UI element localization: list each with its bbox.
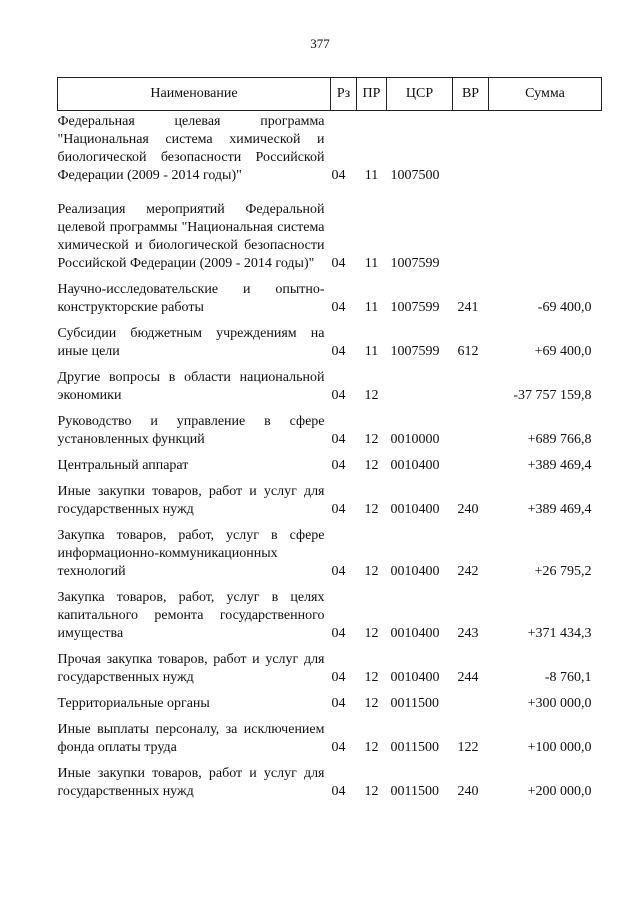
row-name: Субсидии бюджетным учреждениям на иные цели [57,326,325,359]
row-csr: 0010400 [390,502,440,517]
row-name: Реализация мероприятий Федеральной целевой программы "Национальная система химической и биологической безопасности Российской Федерации (2009 - 2014 годы)" [57,202,325,271]
row-csr: 0010400 [390,626,440,641]
row-pr: 12 [364,458,379,473]
row-sum [489,191,602,279]
page-number: 377 [310,36,330,51]
row-csr: 0011500 [390,740,439,755]
row-pr: 12 [364,670,379,685]
row-csr: 0010400 [390,458,440,473]
row-rz: 04 [331,256,346,271]
row-sum: +300 000,0 [527,696,592,711]
row-sum: -37 757 159,8 [513,388,592,403]
row-rz: 04 [331,344,346,359]
row-vr: 244 [457,670,479,685]
table-row [58,719,602,763]
table-row [58,649,602,693]
row-rz: 04 [331,670,346,685]
table-body [58,111,602,808]
table-header [58,78,602,111]
row-sum: +389 469,4 [527,458,592,473]
header-sum: Сумма [489,78,602,111]
row-rz: 04 [331,740,346,755]
row-pr: 11 [364,300,379,315]
row-sum: +200 000,0 [527,784,592,799]
row-name: Научно-исследовательские и опытно-конструкторские работы [57,282,325,315]
row-name: Прочая закупка товаров, работ и услуг для государственных нужд [57,652,325,685]
row-name: Иные закупки товаров, работ и услуг для государственных нужд [57,766,325,799]
row-rz: 04 [331,168,346,183]
row-vr: 243 [457,626,479,641]
header-csr: ЦСР [387,78,453,111]
row-rz: 04 [331,502,346,517]
row-rz: 04 [331,388,346,403]
row-sum: +389 469,4 [527,502,592,517]
row-pr: 12 [364,784,379,799]
row-name: Закупка товаров, работ, услуг в сфере информационно-коммуникационных технологий [57,528,325,579]
header-name: Наименование [58,78,331,111]
table-row [58,525,602,587]
row-pr: 12 [364,432,379,447]
budget-table [57,77,602,807]
row-rz: 04 [331,696,346,711]
table-row [58,323,602,367]
row-vr: 241 [457,300,479,315]
header-row [58,78,602,111]
row-name: Руководство и управление в сфере установленных функций [57,414,325,447]
row-csr: 0010400 [390,564,440,579]
row-pr: 12 [364,564,379,579]
row-csr: 0011500 [390,784,439,799]
row-name: Федеральная целевая программа "Национальная система химической и биологической безопасности Российской Федерации (2009 - 2014 годы)" [57,114,325,183]
table-row [58,367,602,411]
row-csr: 1007500 [390,168,440,183]
row-vr: 240 [457,502,479,517]
row-rz: 04 [331,300,346,315]
header-vr: ВР [453,78,489,111]
row-sum: -69 400,0 [537,300,592,315]
row-sum: -8 760,1 [544,670,592,685]
row-sum: +69 400,0 [534,344,592,359]
row-vr [453,455,489,481]
row-pr: 12 [364,388,379,403]
row-pr: 12 [364,626,379,641]
row-sum: +689 766,8 [527,432,592,447]
row-name: Иные закупки товаров, работ и услуг для государственных нужд [57,484,325,517]
row-pr: 11 [364,344,379,359]
table-row [58,455,602,481]
table-row [58,693,602,719]
table-row [58,587,602,649]
row-rz: 04 [331,564,346,579]
row-vr [453,191,489,279]
row-sum: +371 434,3 [527,626,592,641]
table-row [58,481,602,525]
row-csr: 0011500 [390,696,439,711]
table-row [58,111,602,192]
row-vr: 122 [457,740,479,755]
row-csr: 0010000 [390,432,440,447]
row-vr [453,693,489,719]
row-rz: 04 [331,784,346,799]
row-csr: 1007599 [390,300,440,315]
row-pr: 11 [364,168,379,183]
row-rz: 04 [331,432,346,447]
row-csr [387,367,453,411]
row-name: Центральный аппарат [57,458,189,473]
table-row [58,411,602,455]
row-vr: 240 [457,784,479,799]
row-sum [489,111,602,192]
header-rz: Рз [331,78,357,111]
row-sum: +26 795,2 [534,564,592,579]
row-sum: +100 000,0 [527,740,592,755]
row-vr [453,111,489,192]
row-pr: 12 [364,502,379,517]
row-name: Другие вопросы в области национальной экономики [57,370,325,403]
table-row [58,763,602,807]
row-vr: 242 [457,564,479,579]
row-name: Закупка товаров, работ, услуг в целях капитального ремонта государственного имущества [57,590,325,641]
table-row [58,279,602,323]
row-rz: 04 [331,626,346,641]
row-csr: 1007599 [390,256,440,271]
row-name: Территориальные органы [57,696,210,711]
row-vr [453,411,489,455]
table-row [58,191,602,279]
row-pr: 11 [364,256,379,271]
row-rz: 04 [331,458,346,473]
row-vr: 612 [457,344,479,359]
row-vr [453,367,489,411]
header-pr: ПР [357,78,387,111]
row-csr: 0010400 [390,670,440,685]
row-csr: 1007599 [390,344,440,359]
row-name: Иные выплаты персоналу, за исключением фонда оплаты труда [57,722,325,755]
row-pr: 12 [364,740,379,755]
row-pr: 12 [364,696,379,711]
